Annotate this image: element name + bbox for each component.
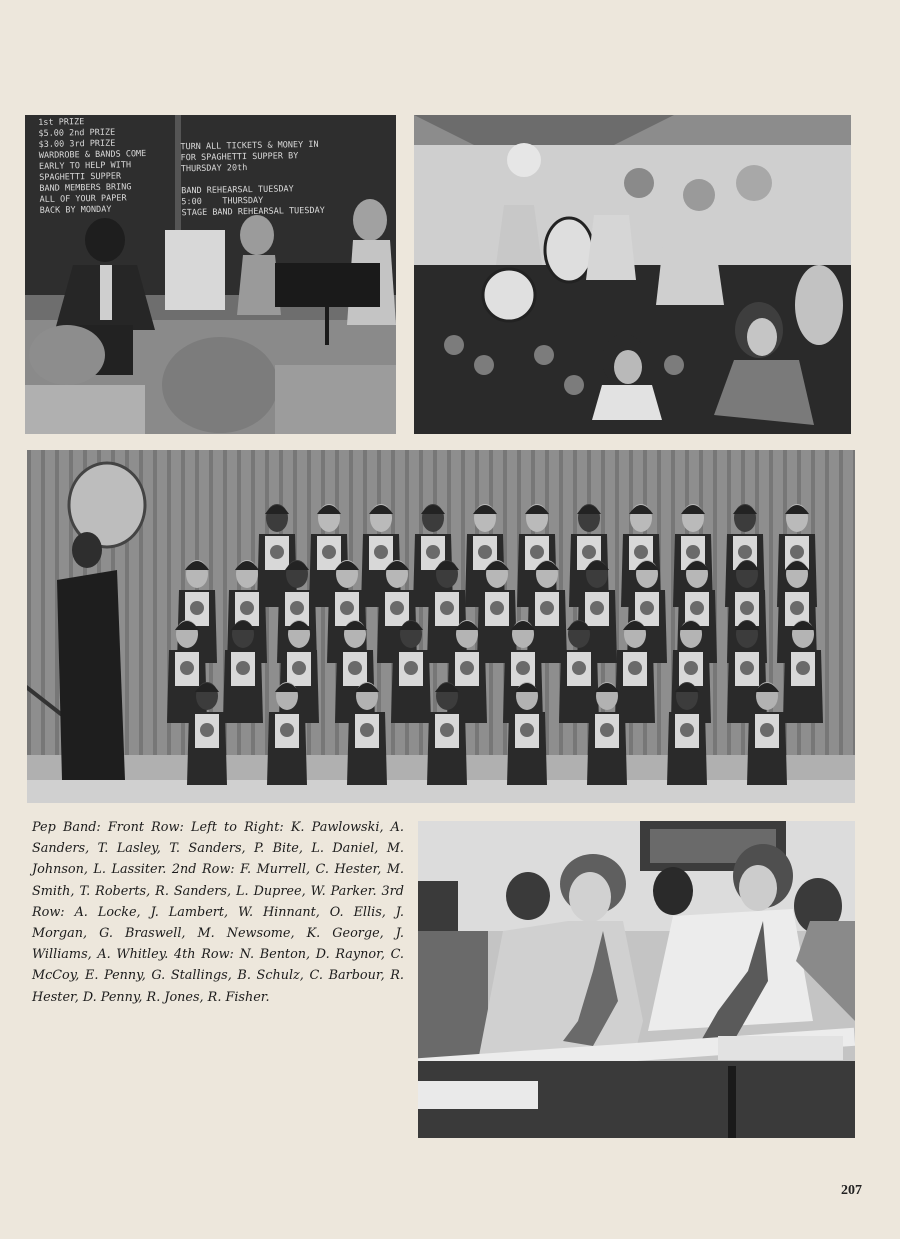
- caption-pep-band: Pep Band: Front Row: Left to Right: K. Pawlowski, A. Sanders, T. Lasley, T. Sanders, P. Bite, L. Daniel, M. Johnson, L. Lassiter. 2nd Row: F. Murrell, C. Hester, M. Smith, T. Roberts, R. Sanders, L. Dupree, W. Parker. 3rd Row: A. Locke, J. Lambert, W. Hinnant, O. Ellis, J. Morgan, G. Braswell, M. Newsome, K. George, J. Williams, A. Whitley. 4th Row: N. Benton, D. Raynor, C. McCoy, E. Penny, G. Stallings, B. Schulz, C. Barbour, R. Hester, D. Penny, R. Jones, R. Fisher.: [32, 820, 404, 1005]
- photo-pep-rally: [414, 115, 851, 434]
- chalkboard-notes-left: 1st PRIZE $5.00 2nd PRIZE $3.00 3rd PRIZE WARDROBE & BANDS COME EARLY TO HELP WITH SPAGHETTI SUPPER BAND MEMBERS BRING ALL OF YOUR PAPER BACK BY MONDAY: [38, 117, 147, 216]
- photo-classroom: [25, 115, 396, 434]
- page-number: 207: [841, 1183, 862, 1198]
- photo-saxophone-players: [418, 821, 855, 1138]
- photo-group-portrait: [27, 450, 855, 803]
- chalkboard-notes-right: TURN ALL TICKETS & MONEY IN FOR SPAGHETTI SUPPER BY THURSDAY 20th BAND REHEARSAL TUESDAY 5:00 THURSDAY STAGE BAND REHEARSAL TUESDAY: [180, 139, 325, 219]
